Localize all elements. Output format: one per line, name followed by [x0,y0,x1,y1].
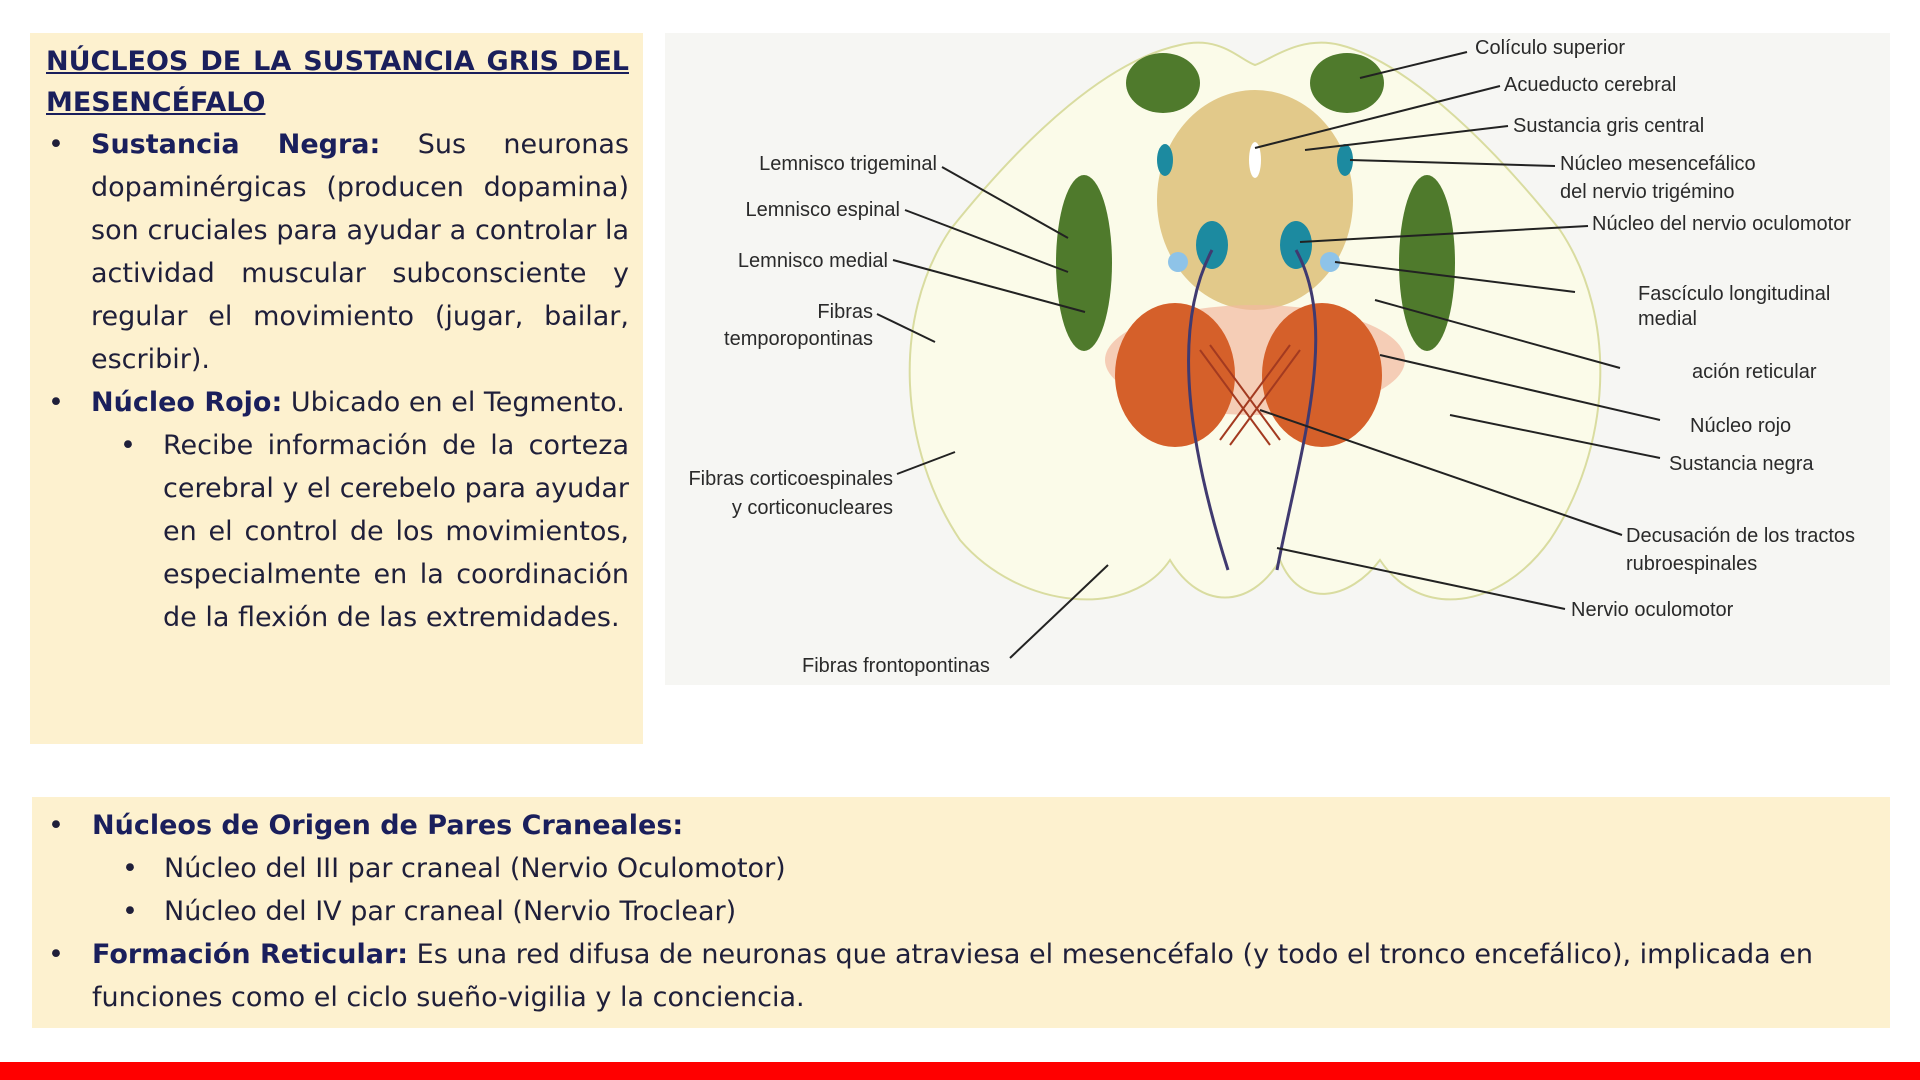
description: Ubicado en el Tegmento. [282,387,625,418]
bottom-text-panel [32,797,1890,1028]
section-title: NÚCLEOS DE LA SUSTANCIA GRIS DEL MESENCÉFALO [46,46,629,118]
label-fibras-corticoespinales: Fibras corticoespinales [688,468,893,490]
mlf-left [1168,252,1188,272]
term: Núcleo Rojo: [91,387,283,418]
label-fasciculo-longitudinal: Fascículo longitudinal [1638,283,1831,305]
label-nucleo-oculomotor: Núcleo del nervio oculomotor [1592,213,1852,235]
bullet-list [46,123,629,639]
label-fasciculo-medial: medial [1638,308,1697,330]
red-nucleus-right [1262,303,1382,447]
red-nucleus-left [1115,303,1235,447]
list-item [46,381,629,424]
label-lemnisco-espinal: Lemnisco espinal [745,199,900,221]
label-nucleo-mesencefalico: Núcleo mesencefálico [1560,153,1756,175]
label-decusacion: Decusación de los tractos [1626,525,1856,547]
left-text-panel [30,33,643,744]
sub-list-item: • Recibe información de la corteza cerebral y el cerebelo para ayudar en el control de los movimientos, especialmente en la coordinación de la flexión de las extremidades. [46,424,629,639]
midbrain-cross-section [665,33,1890,685]
label-lemnisco-medial: Lemnisco medial [737,250,888,272]
label-sustancia-gris-central: Sustancia gris central [1513,115,1705,137]
oculomotor-nucleus-right [1280,221,1312,269]
label-coliculo-superior: Colículo superior [1475,37,1626,59]
superior-colliculus-left [1126,53,1200,113]
central-gray [1157,90,1353,310]
label-fibras: Fibras [817,301,873,323]
description: Sus neuronas dopaminérgicas (producen dopamina) son cruciales para ayudar a controlar la actividad muscular subconsciente y regular el movimiento (jugar, bailar, escribir). [91,129,629,375]
label-acueducto-cerebral: Acueducto cerebral [1504,74,1677,96]
term: Sustancia Negra: [91,129,381,160]
label-nervio-oculomotor: Nervio oculomotor [1571,599,1734,621]
substantia-nigra-left [1056,175,1112,351]
substantia-nigra-right [1399,175,1455,351]
list-item [46,123,629,381]
mesencephalic-nucleus-left [1157,144,1173,176]
label-fibras-frontopontinas: Fibras frontopontinas [802,655,990,677]
oculomotor-nucleus-left [1196,221,1228,269]
label-decusacion-2: rubroespinales [1626,553,1758,575]
description: Es una red difusa de neuronas que atraviesa el mesencéfalo (y todo el tronco encefálico), implicada en funciones como el ciclo sueño-vigilia y la conciencia. [92,939,1813,1013]
label-sustancia-negra: Sustancia negra [1669,453,1814,475]
label-corticonucleares: y corticonucleares [731,497,893,519]
label-formacion-reticular: ación reticular [1692,361,1817,383]
list-item [46,804,1876,847]
term: Núcleos de Origen de Pares Craneales: [92,810,684,841]
midbrain-diagram [665,33,1890,685]
footer-red-bar [0,1062,1920,1080]
bullet-list [46,804,1876,1019]
label-nucleo-rojo: Núcleo rojo [1690,415,1792,437]
label-temporopontinas: temporopontinas [724,328,873,350]
superior-colliculus-right [1310,53,1384,113]
term: Formación Reticular: [92,939,409,970]
sub-list-item: • Núcleo del IV par craneal (Nervio Troclear) [46,890,1876,933]
sub-list-item: • Núcleo del III par craneal (Nervio Oculomotor) [46,847,1876,890]
list-item [46,933,1876,1019]
label-nucleo-mesencefalico-2: del nervio trigémino [1560,181,1735,203]
label-lemnisco-trigeminal: Lemnisco trigeminal [759,153,937,175]
